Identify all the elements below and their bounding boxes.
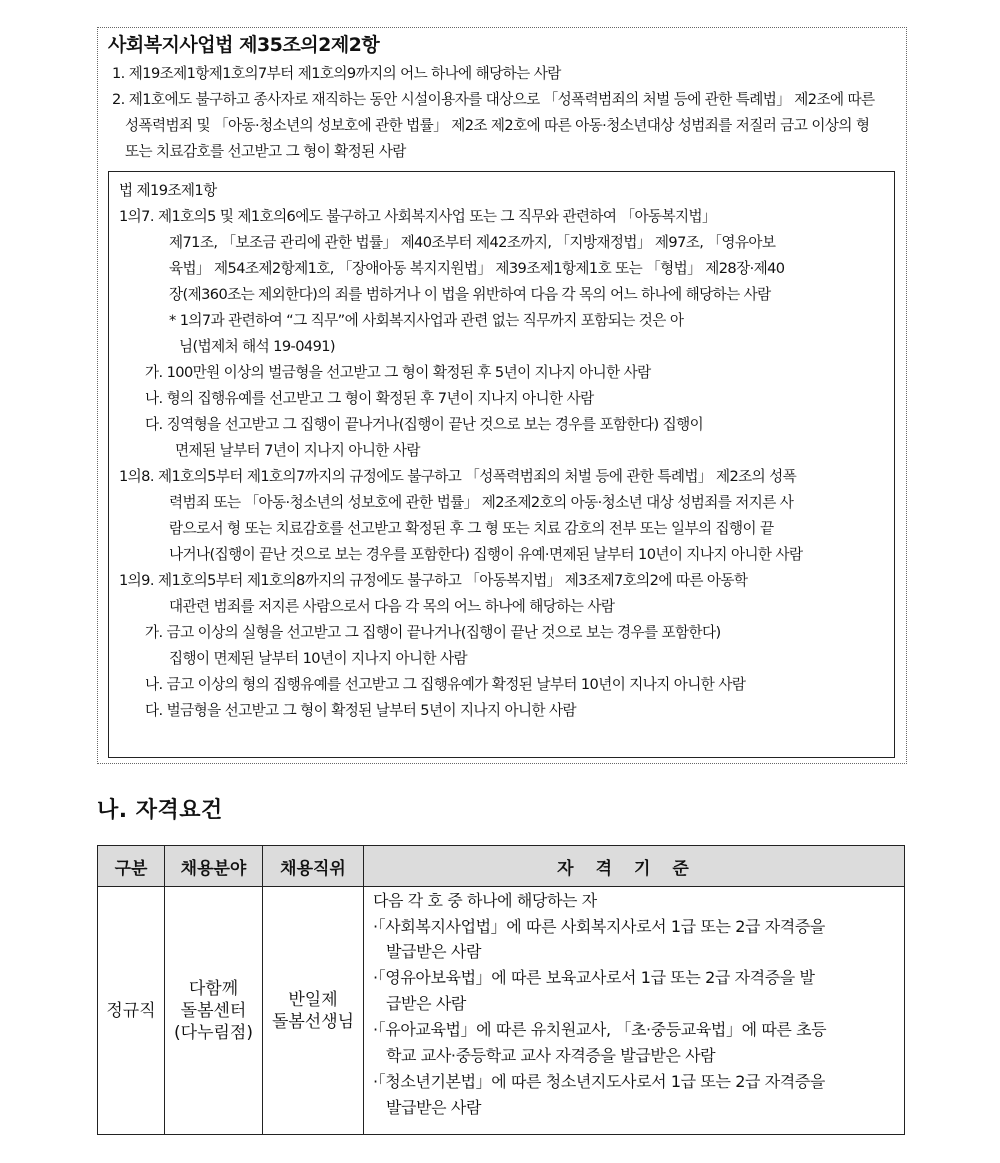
article-line: 나. 금고 이상의 형의 집행유예를 선고받고 그 집행유예가 확정된 날부터 10년이 지나지 아니한 사람 bbox=[145, 676, 746, 693]
article-line: 대관련 범죄를 저지른 사람으로서 다음 각 목의 어느 하나에 해당하는 사람 bbox=[169, 598, 615, 615]
law-item-2-line: 2. 제1호에도 불구하고 종사자로 재직하는 동안 시설이용자를 대상으로 「성폭력범죄의 처벌 등에 관한 특례법」 제2조에 따른 bbox=[112, 91, 875, 108]
criteria-line: 학교 교사·중등학교 교사 자격증을 발급받은 사람 bbox=[386, 1046, 716, 1065]
article-note: * 1의7과 관련하여 “그 직무”에 사회복지사업과 관련 없는 직무까지 포함되는 것은 아 bbox=[169, 312, 684, 329]
article-line: 1의9. 제1호의5부터 제1호의8까지의 규정에도 불구하고 「아동복지법」 제3조제7호의2에 따른 아동학 bbox=[119, 572, 748, 589]
table-row bbox=[98, 887, 905, 1135]
cell-field bbox=[165, 887, 263, 1135]
cell-position bbox=[263, 887, 364, 1135]
criteria-line: ·「영유아보육법」에 따른 보육교사로서 1급 또는 2급 자격증을 발 bbox=[373, 968, 815, 987]
article-note: 님(법제처 해석 19-0491) bbox=[179, 338, 336, 355]
header-position: 채용직위 bbox=[263, 846, 364, 887]
criteria-line: 발급받은 사람 bbox=[386, 1098, 482, 1117]
article-line: 람으로서 형 또는 치료감호를 선고받고 확정된 후 그 형 또는 치료 감호의 전부 또는 일부의 집행이 끝 bbox=[169, 520, 774, 537]
criteria-line: 다음 각 호 중 하나에 해당하는 자 bbox=[373, 891, 597, 910]
article-19-box bbox=[108, 171, 895, 758]
article-line: 집행이 면제된 날부터 10년이 지나지 아니한 사람 bbox=[169, 650, 468, 667]
table-header-row bbox=[98, 846, 905, 887]
qualification-table bbox=[97, 845, 905, 1135]
article-line: 면제된 날부터 7년이 지나지 아니한 사람 bbox=[175, 442, 420, 459]
article-line: 나. 형의 집행유예를 선고받고 그 형이 확정된 후 7년이 지나지 아니한 사람 bbox=[145, 390, 594, 407]
article-line: 육법」 제54조제2항제1호, 「장애아동 복지지원법」 제39조제1항제1호 또는 「형법」 제28장·제40 bbox=[169, 260, 785, 277]
article-line: 나거나(집행이 끝난 것으로 보는 경우를 포함한다) 집행이 유예·면제된 날부터 10년이 지나지 아니한 사람 bbox=[169, 546, 803, 563]
field-line: (다누림점) bbox=[174, 1022, 253, 1043]
article-line: 1의7. 제1호의5 및 제1호의6에도 불구하고 사회복지사업 또는 그 직무와 관련하여 「아동복지법」 bbox=[119, 208, 716, 225]
position-line: 돌봄선생님 bbox=[271, 1011, 355, 1032]
law-item-1: 1. 제19조제1항제1호의7부터 제1호의9까지의 어느 하나에 해당하는 사람 bbox=[112, 65, 561, 82]
position-line: 반일제 bbox=[288, 989, 338, 1010]
header-type: 구분 bbox=[98, 846, 165, 887]
criteria-line: ·「유아교육법」에 따른 유치원교사, 「초·중등교육법」에 따른 초등 bbox=[373, 1020, 827, 1039]
article-line: 장(제360조는 제외한다)의 죄를 범하거나 이 법을 위반하여 다음 각 목의 어느 하나에 해당하는 사람 bbox=[169, 286, 771, 303]
criteria-line: ·「사회복지사업법」에 따른 사회복지사로서 1급 또는 2급 자격증을 bbox=[373, 917, 825, 936]
section-heading: 나. 자격요건 bbox=[97, 798, 223, 823]
article-line: 다. 벌금형을 선고받고 그 형이 확정된 날부터 5년이 지나지 아니한 사람 bbox=[145, 702, 577, 719]
field-line: 돌봄센터 bbox=[180, 1000, 247, 1021]
field-line: 다함께 bbox=[188, 978, 239, 999]
article-line: 가. 100만원 이상의 벌금형을 선고받고 그 형이 확정된 후 5년이 지나지 아니한 사람 bbox=[145, 364, 651, 381]
law-excerpt-box bbox=[97, 27, 907, 764]
criteria-line: 발급받은 사람 bbox=[386, 942, 482, 961]
article-line: 력범죄 또는 「아동·청소년의 성보호에 관한 법률」 제2조제2호의 아동·청소년 대상 성범죄를 저지른 사 bbox=[169, 494, 794, 511]
law-item-2-line: 성폭력범죄 및 「아동·청소년의 성보호에 관한 법률」 제2조 제2호에 따른 아동·청소년대상 성범죄를 저질러 금고 이상의 형 bbox=[125, 117, 870, 134]
article-line: 가. 금고 이상의 실형을 선고받고 그 집행이 끝나거나(집행이 끝난 것으로 보는 경우를 포함한다) bbox=[145, 624, 721, 641]
law-item-2-line: 또는 치료감호를 선고받고 그 형이 확정된 사람 bbox=[125, 143, 406, 160]
article-line: 다. 징역형을 선고받고 그 집행이 끝나거나(집행이 끝난 것으로 보는 경우를 포함한다) 집행이 bbox=[145, 416, 704, 433]
law-title: 사회복지사업법 제35조의2제2항 bbox=[108, 34, 380, 56]
cell-type: 정규직 bbox=[98, 887, 165, 1135]
article-line: 제71조, 「보조금 관리에 관한 법률」 제40조부터 제42조까지, 「지방재정법」 제97조, 「영유아보 bbox=[169, 234, 776, 251]
header-field: 채용분야 bbox=[165, 846, 263, 887]
criteria-line: 급받은 사람 bbox=[386, 994, 466, 1013]
header-criteria: 자격기준 bbox=[364, 846, 905, 887]
article-line: 1의8. 제1호의5부터 제1호의7까지의 규정에도 불구하고 「성폭력범죄의 처벌 등에 관한 특례법」 제2조의 성폭 bbox=[119, 468, 797, 485]
cell-criteria bbox=[364, 887, 905, 1135]
article-heading: 법 제19조제1항 bbox=[119, 182, 217, 199]
criteria-line: ·「청소년기본법」에 따른 청소년지도사로서 1급 또는 2급 자격증을 bbox=[373, 1072, 825, 1091]
